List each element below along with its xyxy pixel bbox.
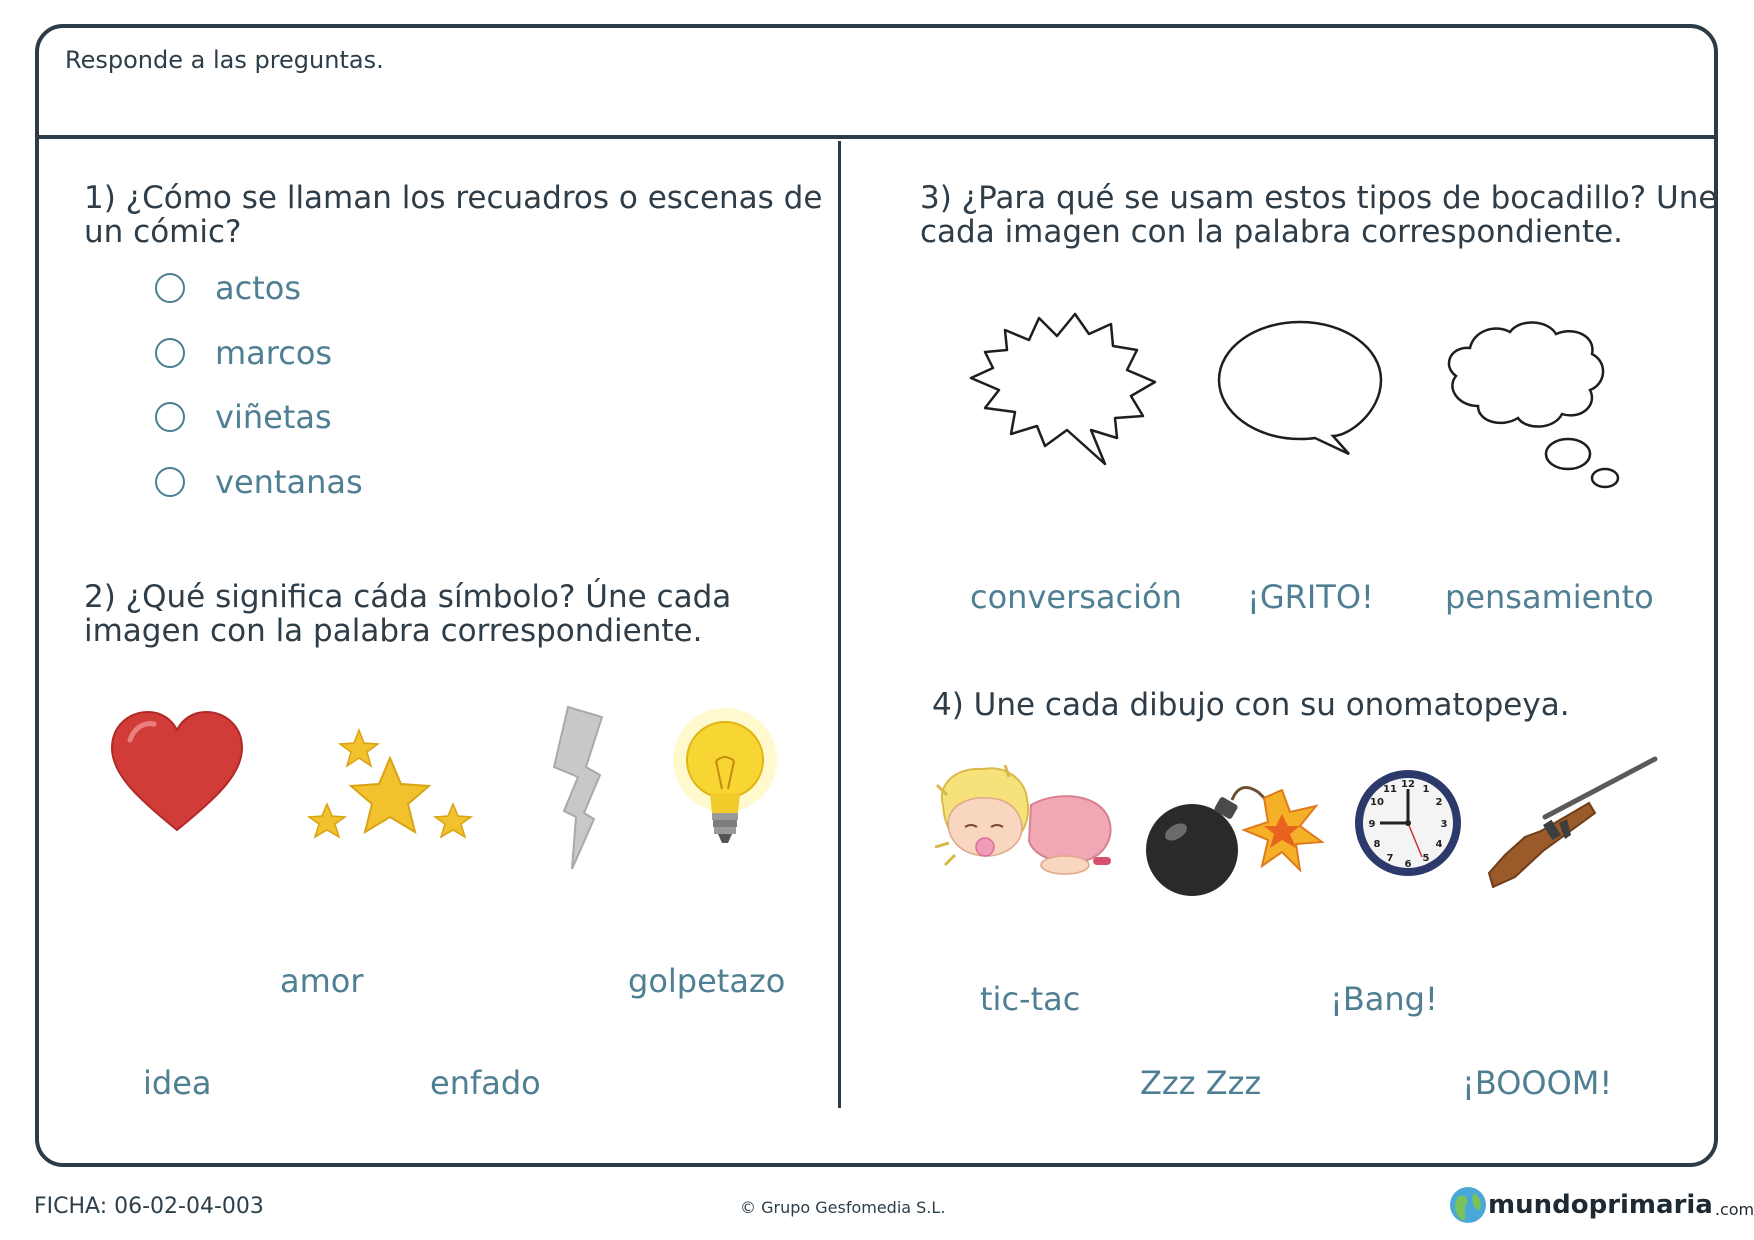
option-label: actos: [215, 269, 301, 307]
q4-word-booom: ¡BOOOM!: [1462, 1064, 1613, 1102]
worksheet-code: FICHA: 06-02-04-003: [34, 1194, 264, 1219]
radio-button[interactable]: [155, 467, 185, 497]
brand-name: mundoprimaria: [1488, 1190, 1713, 1220]
globe-icon: [1448, 1185, 1488, 1225]
stars-icon: [305, 728, 475, 843]
radio-button[interactable]: [155, 338, 185, 368]
shout-bubble-icon: [965, 312, 1165, 472]
q2-question: 2) ¿Qué significa cáda símbolo? Úne cada imagen con la palabra correspondiente.: [84, 579, 732, 649]
svg-text:1: 1: [1422, 784, 1430, 795]
svg-text:2: 2: [1435, 797, 1443, 808]
svg-text:4: 4: [1435, 839, 1443, 850]
q2-word-amor: amor: [280, 962, 364, 1000]
svg-text:5: 5: [1422, 853, 1430, 864]
q1-option-actos[interactable]: [155, 268, 301, 308]
q3-word-conversacion: conversación: [970, 578, 1182, 616]
q1-option-vinetas[interactable]: [155, 397, 332, 437]
q4-question: 4) Une cada dibujo con su onomatopeya.: [932, 687, 1570, 723]
radio-button[interactable]: [155, 273, 185, 303]
svg-text:3: 3: [1440, 819, 1448, 830]
sleeping-baby-icon: [935, 765, 1120, 885]
q1-option-ventanas[interactable]: [155, 462, 363, 502]
speech-bubble-icon: [1215, 318, 1385, 458]
instructions-bar: [39, 28, 1714, 139]
q2-word-golpetazo: golpetazo: [628, 962, 786, 1000]
rifle-icon: [1485, 755, 1660, 895]
q2-word-idea: idea: [143, 1064, 212, 1102]
q4-word-bang: ¡Bang!: [1330, 980, 1438, 1018]
bomb-icon: [1140, 770, 1325, 900]
option-label: marcos: [215, 334, 333, 372]
brand-logo[interactable]: [1448, 1185, 1754, 1225]
q3-word-pensamiento: pensamiento: [1445, 578, 1654, 616]
svg-text:10: 10: [1370, 797, 1384, 808]
option-label: ventanas: [215, 463, 363, 501]
brand-tld: .com: [1714, 1199, 1754, 1219]
q4-word-zzz: Zzz Zzz: [1140, 1064, 1262, 1102]
lightning-icon: [550, 705, 610, 870]
radio-button[interactable]: [155, 402, 185, 432]
svg-text:11: 11: [1383, 784, 1397, 795]
q1-option-marcos[interactable]: [155, 333, 332, 373]
svg-text:9: 9: [1368, 819, 1376, 830]
svg-text:6: 6: [1404, 859, 1412, 870]
svg-text:7: 7: [1386, 853, 1394, 864]
q3-word-grito: ¡GRITO!: [1247, 578, 1374, 616]
q2-word-enfado: enfado: [430, 1064, 541, 1102]
q4-word-tictac: tic-tac: [980, 980, 1081, 1018]
svg-text:12: 12: [1401, 779, 1415, 790]
thought-bubble-icon: [1440, 318, 1625, 493]
option-label: viñetas: [215, 398, 332, 436]
instructions-text: Responde a las preguntas.: [65, 46, 384, 74]
q1-question: 1) ¿Cómo se llaman los recuadros o escenas de un cómic?: [84, 180, 823, 250]
q3-question: 3) ¿Para qué se usam estos tipos de bocadillo? Une cada imagen con la palabra correspondiente.: [920, 180, 1718, 250]
svg-text:8: 8: [1373, 839, 1381, 850]
copyright-text: © Grupo Gesfomedia S.L.: [740, 1198, 946, 1217]
clock-icon: [1352, 767, 1464, 879]
heart-icon: [110, 710, 245, 835]
lightbulb-icon: [670, 705, 780, 855]
